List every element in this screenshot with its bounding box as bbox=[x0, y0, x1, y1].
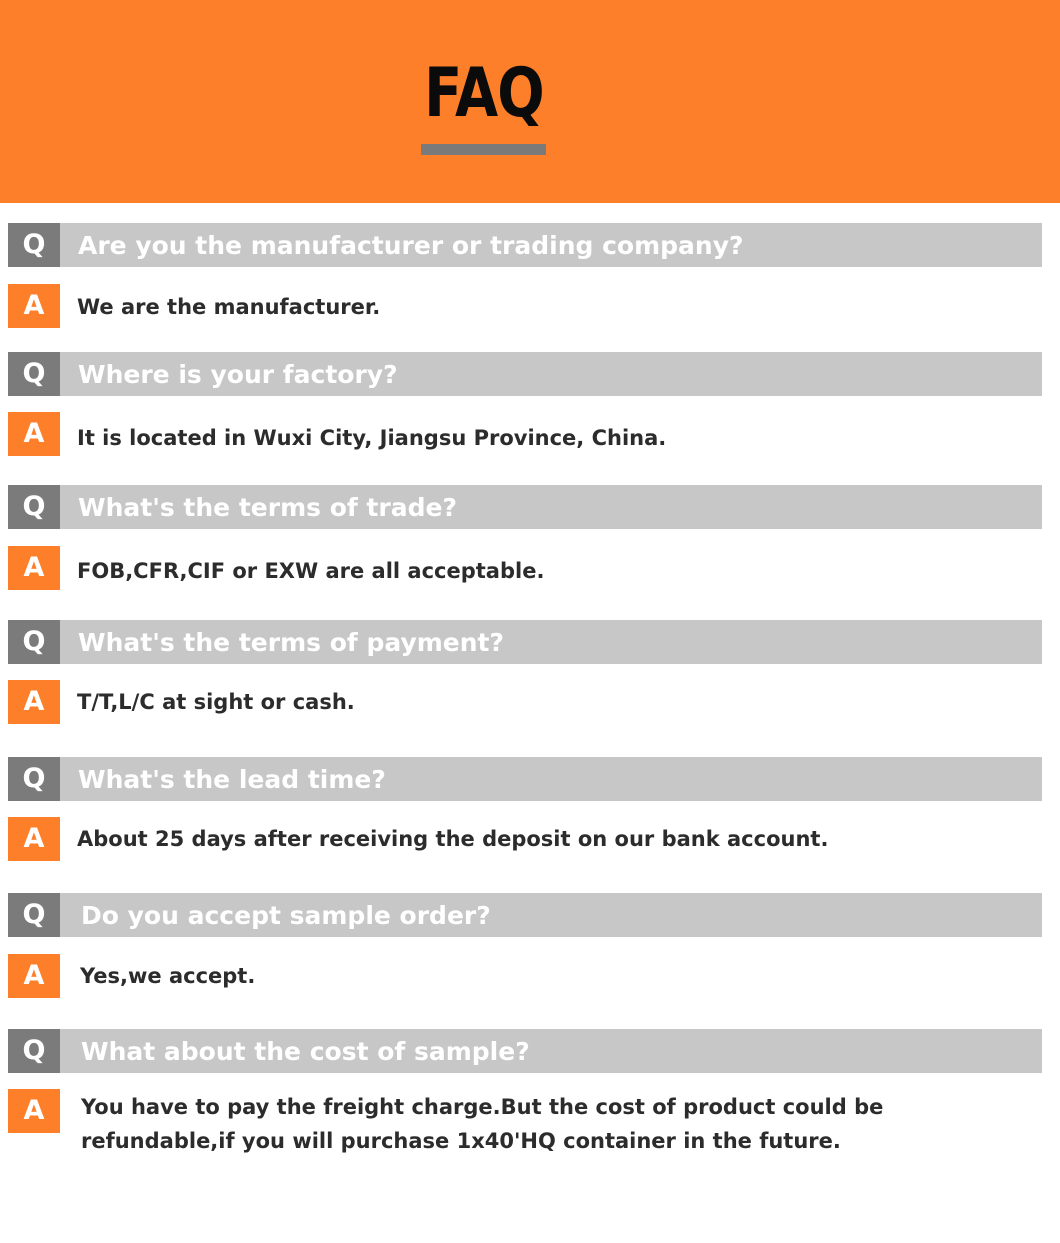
answer-badge: A bbox=[8, 954, 60, 998]
faq-answer-text: FOB,CFR,CIF or EXW are all acceptable. bbox=[77, 559, 545, 583]
faq-question-row bbox=[8, 485, 1042, 529]
question-badge: Q bbox=[8, 1029, 60, 1073]
faq-question-row bbox=[8, 223, 1042, 267]
answer-badge: A bbox=[8, 817, 60, 861]
answer-badge: A bbox=[8, 546, 60, 590]
faq-answer-text: About 25 days after receiving the deposit on our bank account. bbox=[77, 827, 829, 851]
title-underline bbox=[421, 144, 546, 155]
question-badge: Q bbox=[8, 620, 60, 664]
question-badge: Q bbox=[8, 893, 60, 937]
answer-badge: A bbox=[8, 1089, 60, 1133]
question-badge: Q bbox=[8, 757, 60, 801]
faq-question-text: What's the lead time? bbox=[78, 765, 386, 794]
faq-question-text: Where is your factory? bbox=[78, 360, 398, 389]
faq-question-row bbox=[8, 352, 1042, 396]
faq-question-text: What's the terms of payment? bbox=[78, 628, 505, 657]
page-title: FAQ bbox=[424, 54, 544, 133]
faq-header-banner bbox=[0, 0, 1060, 203]
faq-answer-text: Yes,we accept. bbox=[80, 964, 256, 988]
faq-question-row bbox=[8, 1029, 1042, 1073]
faq-answer-text: We are the manufacturer. bbox=[77, 295, 381, 319]
faq-question-row bbox=[8, 893, 1042, 937]
faq-question-text: Do you accept sample order? bbox=[81, 901, 491, 930]
faq-question-text: What's the terms of trade? bbox=[78, 493, 457, 522]
question-badge: Q bbox=[8, 223, 60, 267]
faq-question-row bbox=[8, 620, 1042, 664]
faq-question-text: Are you the manufacturer or trading company? bbox=[78, 231, 744, 260]
question-badge: Q bbox=[8, 352, 60, 396]
answer-badge: A bbox=[8, 284, 60, 328]
faq-answer-text: It is located in Wuxi City, Jiangsu Province, China. bbox=[77, 426, 667, 450]
answer-badge: A bbox=[8, 412, 60, 456]
faq-question-text: What about the cost of sample? bbox=[81, 1037, 530, 1066]
answer-badge: A bbox=[8, 680, 60, 724]
faq-answer-text: You have to pay the freight charge.But the cost of product could be refundable,if you will purchase 1x40'HQ container in the future. bbox=[81, 1095, 884, 1153]
question-badge: Q bbox=[8, 485, 60, 529]
faq-question-row bbox=[8, 757, 1042, 801]
faq-answer-text: T/T,L/C at sight or cash. bbox=[77, 690, 355, 714]
